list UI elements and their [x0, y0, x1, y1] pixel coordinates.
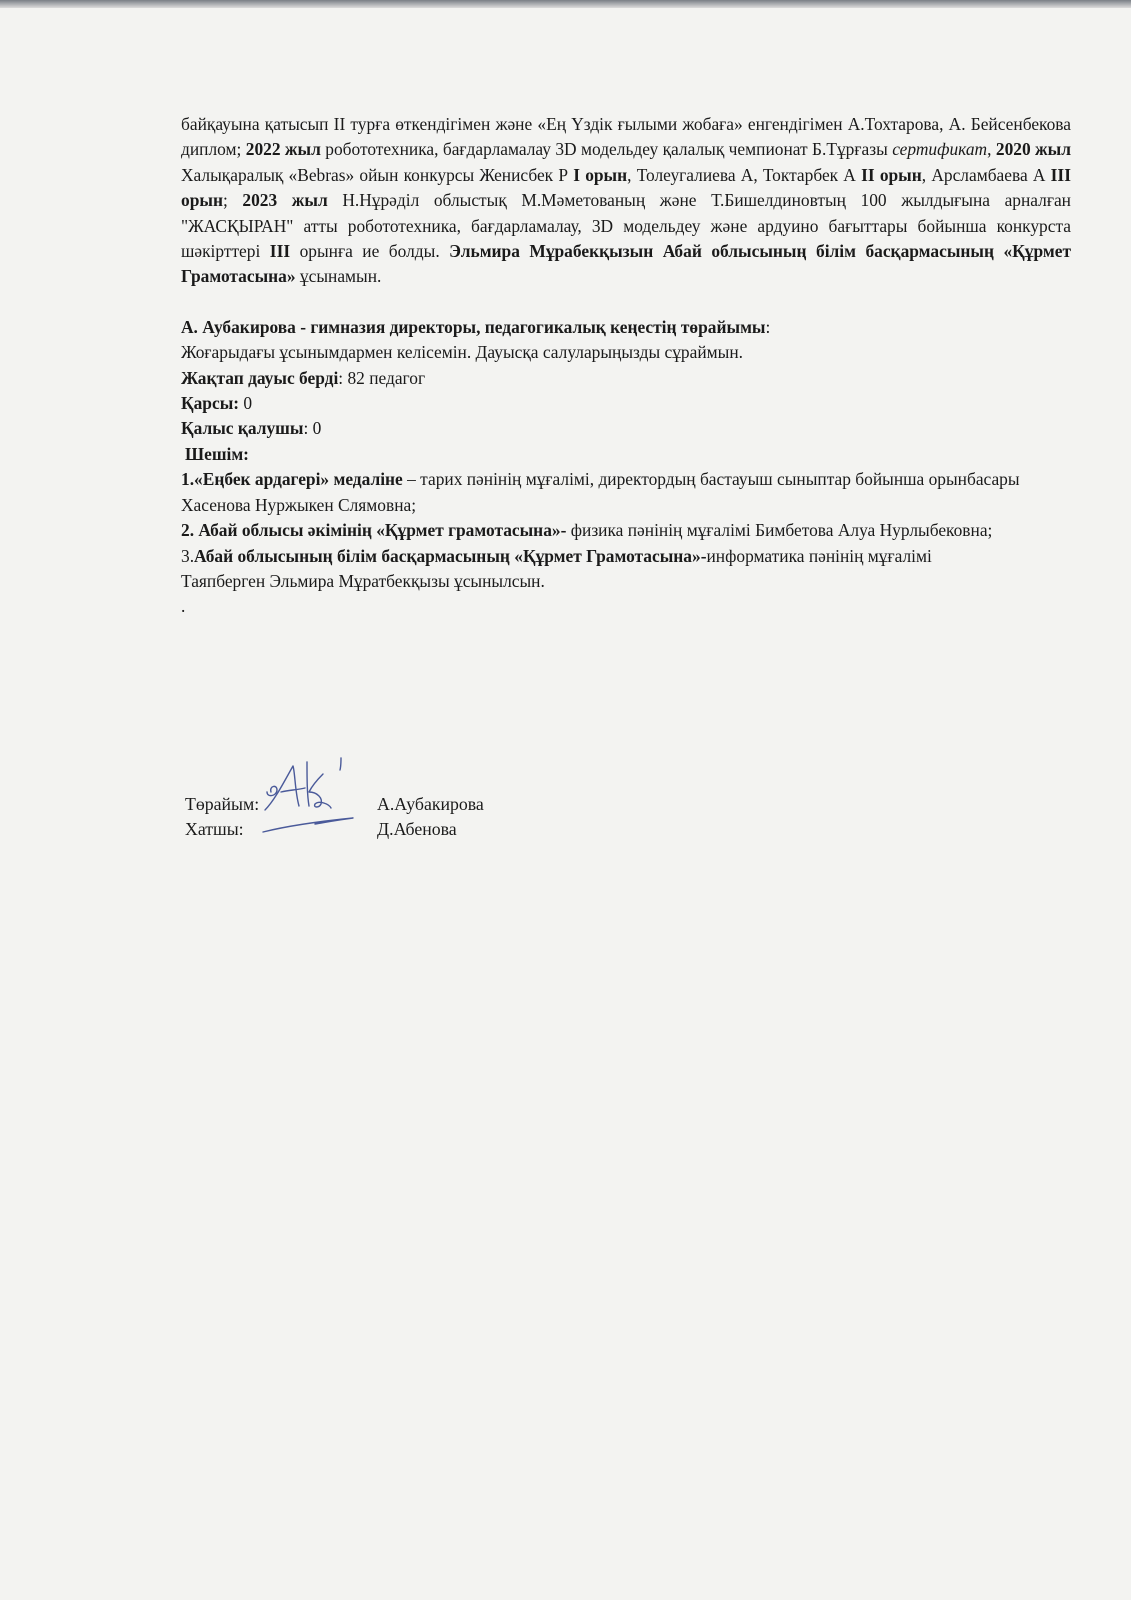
decision-3-title: Абай облысының білім басқармасының «Құрмет Грамотасына»- — [194, 545, 707, 566]
decision-2-text: физика пәнінің мұғалімі Бимбетова Алуа Нурлыбековна; — [566, 520, 993, 541]
vote-for-label: Жақтап дауыс берді — [181, 367, 339, 388]
vote-against-value: 0 — [239, 393, 253, 414]
decision-3-text: информатика пәнінің мұғалімі Таяпберген Эльмира Мұратбекқызы ұсынылсын. — [181, 545, 932, 591]
paragraph-segment: Эльмира Мұрабекқызын Абай облысының білім басқармасының «Құрмет Грамотасына» — [181, 241, 1072, 287]
paragraph-segment: , Арсламбаева А — [921, 164, 1051, 185]
director-heading: А. Аубакирова - гимназия директоры, педагогикалық кеңестің төрайымы — [181, 316, 766, 337]
nomination-paragraph — [181, 112, 1071, 290]
decision-2-title: 2. Абай облысы әкімінің «Құрмет грамотасына»- — [181, 520, 567, 541]
secretary-role: Хатшы: — [185, 819, 244, 839]
signature-block — [185, 792, 605, 842]
scan-top-edge — [0, 0, 1131, 8]
paragraph-segment: І орын — [573, 164, 628, 185]
vote-for-value: : 82 педагог — [338, 367, 426, 388]
decision-item-3 — [181, 544, 1001, 595]
decision-heading-line — [181, 442, 1071, 467]
director-heading-colon: : — [765, 316, 771, 337]
paragraph-segment: сертификат — [892, 139, 988, 160]
vote-against-line — [181, 391, 1071, 416]
decision-3-number: 3. — [181, 545, 195, 566]
paragraph-segment: Н.Нұрәділ облыстық М.Мәметованың және Т.Бишелдиновтың 100 жылдығына арналған "ЖАСҚЫРАН" атты робототехника, бағдарламалау, 3D модельдеу және ардуино бағыттары бойынша конкурста шәкірттері — [181, 190, 1071, 262]
paragraph-segment: Халықаралық «Bebras» ойын конкурсы Женисбек Р — [181, 164, 574, 185]
secretary-signature-row — [185, 817, 605, 842]
chair-name: А.Аубакирова — [377, 794, 484, 814]
director-statement: Жоғарыдағы ұсынымдармен келісемін. Дауысқа салуларыңызды сұраймын. — [181, 342, 743, 363]
abstain-value: : 0 — [303, 418, 322, 439]
trailing-dot: . — [181, 596, 186, 617]
chair-role: Төрайым: — [185, 794, 260, 814]
vote-for-line — [181, 366, 1071, 391]
decision-1-title: 1.«Еңбек ардагері» медаліне — [181, 469, 403, 490]
paragraph-segment: робототехника, бағдарламалау 3D модельдеу қалалық чемпионат Б.Тұрғазы — [320, 139, 893, 160]
paragraph-segment: орынға ие болды. — [290, 241, 450, 262]
abstain-label: Қалыс қалушы — [181, 418, 304, 439]
paragraph-segment: , Толеугалиева А, Токтарбек А — [627, 164, 862, 185]
paragraph-segment: 2020 жыл — [995, 139, 1071, 160]
director-heading-line — [181, 315, 1071, 340]
document-body — [181, 112, 1071, 619]
decision-heading: Шешім: — [185, 443, 249, 464]
paragraph-segment: 2022 жыл — [245, 139, 321, 160]
paragraph-segment: 2023 жыл — [242, 190, 328, 211]
decision-item-1 — [181, 467, 1071, 518]
secretary-name: Д.Абенова — [377, 819, 457, 839]
paragraph-segment: ІІІ орын — [181, 164, 1071, 211]
paragraph-gap — [181, 290, 1071, 315]
paragraph-segment: ІІІ — [269, 241, 291, 262]
decision-item-2 — [181, 518, 1041, 543]
paragraph-segment: байқауына қатысып ІІ турға өткендігімен және «Ең Үздік ғылыми жобаға» енгендігімен А.Тохтарова, А. Бейсенбекова диплом; — [181, 114, 1071, 160]
vote-against-label: Қарсы: — [181, 393, 240, 414]
decision-1-text: – тарих пәнінің мұғалімі, директордың бастауыш сыныптар бойынша орынбасары Хасенова Нуржыкен Слямовна; — [181, 469, 1020, 515]
abstain-line — [181, 416, 1071, 441]
paragraph-segment: ; — [222, 190, 243, 211]
chair-signature-row — [185, 792, 605, 817]
paragraph-segment: , — [987, 139, 996, 160]
paragraph-segment: ІІ орын — [861, 164, 922, 185]
paragraph-segment: ұсынамын. — [295, 266, 382, 287]
